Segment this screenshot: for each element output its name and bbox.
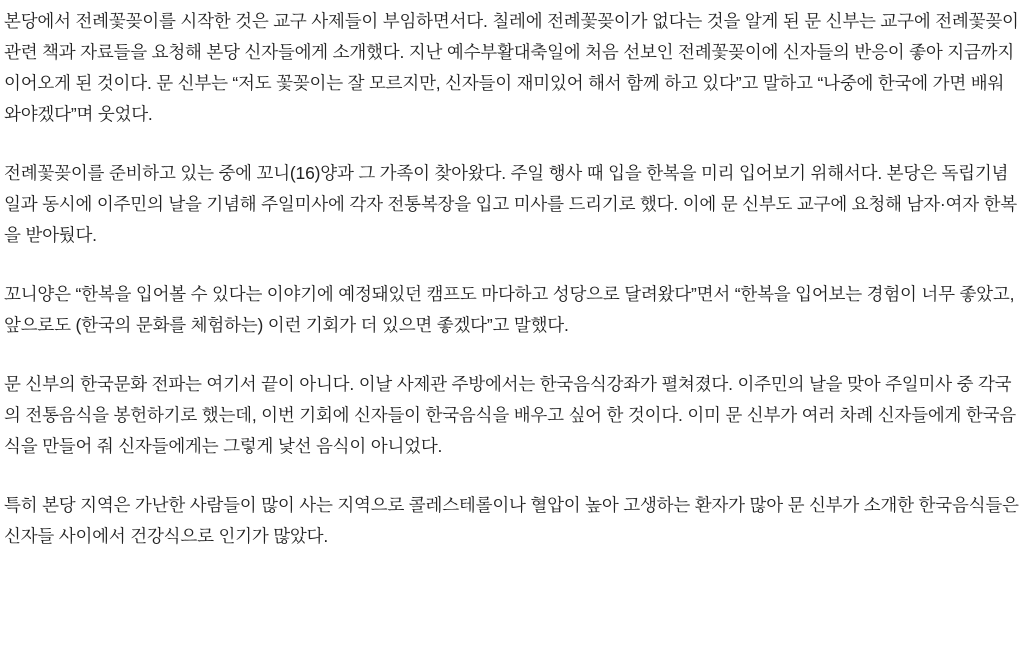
article-paragraph: 문 신부의 한국문화 전파는 여기서 끝이 아니다. 이날 사제관 주방에서는 한국음식강좌가 펼쳐졌다. 이주민의 날을 맞아 주일미사 중 각국의 전통음식을 봉헌하기로 했는데, 이번 기회에 신자들이 한국음식을 배우고 싶어 한 것이다. 이미 문 신부가 여러 차례 신자들에게 한국음식을 만들어 줘 신자들에게는 그렇게 낯선 음식이 아니었다. xyxy=(4,374,1017,456)
article-paragraph: 전례꽃꽂이를 준비하고 있는 중에 꼬니(16)양과 그 가족이 찾아왔다. 주일 행사 때 입을 한복을 미리 입어보기 위해서다. 본당은 독립기념일과 동시에 이주민의 날을 기념해 주일미사에 각자 전통복장을 입고 미사를 드리기로 했다. 이에 문 신부도 교구에 요청해 남자·여자 한복을 받아뒀다. xyxy=(4,163,1017,245)
article-paragraph: 꼬니양은 “한복을 입어볼 수 있다는 이야기에 예정돼있던 캠프도 마다하고 성당으로 달려왔다”면서 “한복을 입어보는 경험이 너무 좋았고, 앞으로도 (한국의 문화를 체험하는) 이런 기회가 더 있으면 좋겠다”고 말했다. xyxy=(4,284,1015,335)
article-paragraph: 본당에서 전례꽃꽂이를 시작한 것은 교구 사제들이 부임하면서다. 칠레에 전례꽃꽂이가 없다는 것을 알게 된 문 신부는 교구에 전례꽃꽂이 관련 책과 자료들을 요청해 본당 신자들에게 소개했다. 지난 예수부활대축일에 처음 선보인 전례꽃꽂이에 신자들의 반응이 좋아 지금까지 이어오게 된 것이다. 문 신부는 “저도 꽃꽂이는 잘 모르지만, 신자들이 재미있어 해서 함께 하고 있다”고 말하고 “나중에 한국에 가면 배워와야겠다”며 웃었다. xyxy=(4,11,1019,124)
article-paragraph: 특히 본당 지역은 가난한 사람들이 많이 사는 지역으로 콜레스테롤이나 혈압이 높아 고생하는 환자가 많아 문 신부가 소개한 한국음식들은 신자들 사이에서 건강식으로 인기가 많았다. xyxy=(4,495,1019,546)
